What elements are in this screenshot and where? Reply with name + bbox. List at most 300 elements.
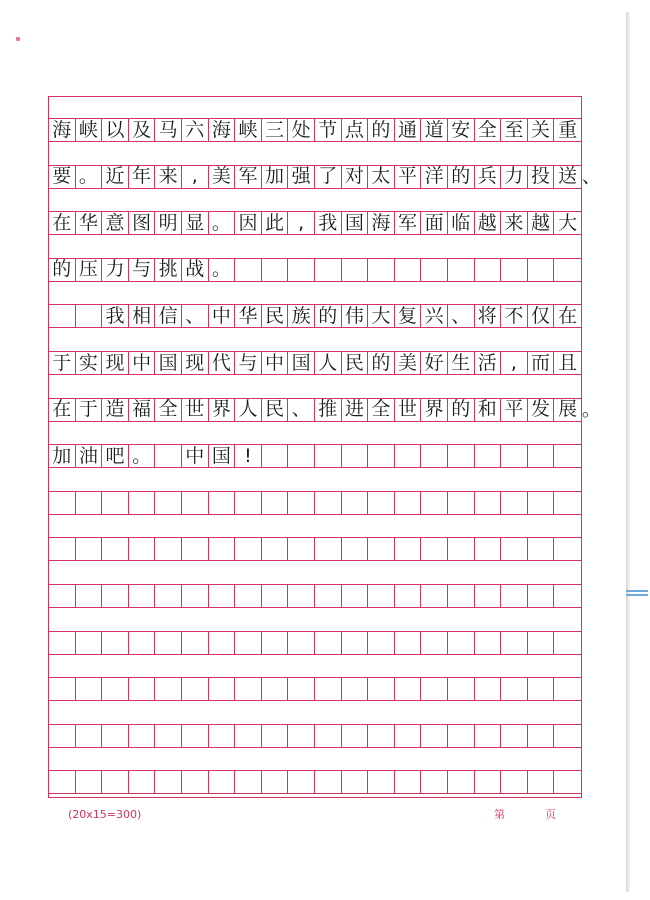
grid-cell xyxy=(262,259,289,281)
grid-cell xyxy=(528,632,555,654)
grid-row xyxy=(49,444,581,468)
grid-cell xyxy=(102,538,129,560)
grid-cell xyxy=(395,492,422,514)
grid-cell xyxy=(49,632,76,654)
grid-cell: 福 xyxy=(129,399,156,421)
grid-cell xyxy=(554,585,581,607)
grid-cell xyxy=(49,585,76,607)
grid-cell xyxy=(368,538,395,560)
grid-cell: 洋 xyxy=(421,166,448,188)
grid-cell xyxy=(528,771,555,793)
grid-cell xyxy=(554,771,581,793)
grid-cell: 全 xyxy=(155,399,182,421)
overflow-punctuation: 。 xyxy=(581,398,601,421)
grid-cell xyxy=(262,445,289,467)
grid-cell xyxy=(182,585,209,607)
grid-cell xyxy=(342,725,369,747)
manuscript-grid xyxy=(48,96,601,798)
grid-cell xyxy=(342,538,369,560)
grid-cell: 力 xyxy=(501,166,528,188)
grid-cell: 关 xyxy=(528,119,555,141)
grid-cell: 发 xyxy=(528,399,555,421)
grid-cell xyxy=(288,538,315,560)
grid-cell xyxy=(315,632,342,654)
grid-cell xyxy=(448,259,475,281)
grid-cell xyxy=(421,445,448,467)
grid-cell xyxy=(235,492,262,514)
grid-cell xyxy=(315,492,342,514)
grid-cell xyxy=(129,725,156,747)
grid-cell xyxy=(554,445,581,467)
grid-cell xyxy=(421,259,448,281)
grid-row xyxy=(49,677,581,701)
grid-cell xyxy=(235,632,262,654)
grid-cell xyxy=(448,585,475,607)
grid-cell xyxy=(528,445,555,467)
grid-cell xyxy=(501,445,528,467)
grid-cell: 代 xyxy=(209,352,236,374)
grid-cell: 近 xyxy=(102,166,129,188)
grid-cell xyxy=(342,492,369,514)
grid-row xyxy=(49,118,581,142)
grid-cell: 至 xyxy=(501,119,528,141)
grid-cell xyxy=(129,585,156,607)
grid-cell xyxy=(129,771,156,793)
page-prefix: 第 xyxy=(494,808,505,821)
grid-cell xyxy=(129,632,156,654)
grid-cell: 全 xyxy=(368,399,395,421)
grid-cell: 世 xyxy=(182,399,209,421)
page-suffix: 页 xyxy=(545,808,556,821)
grid-cell: 加 xyxy=(262,166,289,188)
grid-cell: 、 xyxy=(448,305,475,327)
grid-cell: 好 xyxy=(421,352,448,374)
grid-cell xyxy=(501,259,528,281)
grid-cell xyxy=(155,445,182,467)
grid-cell xyxy=(315,259,342,281)
grid-cell xyxy=(209,771,236,793)
grid-cell xyxy=(342,678,369,700)
grid-cell xyxy=(501,725,528,747)
grid-cell xyxy=(235,678,262,700)
grid-cell xyxy=(554,678,581,700)
grid-cell: 此 xyxy=(262,212,289,234)
grid-cell: 展 。 xyxy=(558,398,601,421)
grid-cell xyxy=(129,538,156,560)
grid-cell xyxy=(342,259,369,281)
margin-tick xyxy=(626,590,648,592)
grid-cell xyxy=(501,585,528,607)
grid-cell: 、 xyxy=(288,399,315,421)
grid-cell: 于 xyxy=(76,399,103,421)
grid-cell: 海 xyxy=(368,212,395,234)
grid-cell xyxy=(448,445,475,467)
grid-cell: 现 xyxy=(102,352,129,374)
grid-cell: 海 xyxy=(49,119,76,141)
grid-cell xyxy=(155,725,182,747)
grid-cell: 伟 xyxy=(342,305,369,327)
grid-cell xyxy=(528,259,555,281)
grid-cell xyxy=(76,585,103,607)
grid-cell: 的 xyxy=(368,352,395,374)
grid-cell: 中 xyxy=(209,305,236,327)
grid-cell xyxy=(475,771,502,793)
grid-cell: 挑 xyxy=(155,259,182,281)
grid-cell: 实 xyxy=(76,352,103,374)
grid-cell xyxy=(501,771,528,793)
grid-cell xyxy=(129,492,156,514)
grid-cell xyxy=(262,725,289,747)
grid-cell: 族 xyxy=(288,305,315,327)
grid-row xyxy=(49,351,581,375)
grid-cell: 复 xyxy=(395,305,422,327)
grid-cell: 及 xyxy=(129,119,156,141)
grid-cell xyxy=(76,771,103,793)
grid-cell: 因 xyxy=(235,212,262,234)
grid-cell: 重 xyxy=(558,118,578,141)
grid-cell: 军 xyxy=(395,212,422,234)
grid-cell: 中 xyxy=(262,352,289,374)
grid-cell: 战 xyxy=(182,259,209,281)
grid-cell xyxy=(475,492,502,514)
grid-cell: 界 xyxy=(421,399,448,421)
grid-cell: 峡 xyxy=(76,119,103,141)
grid-cell: 的 xyxy=(448,166,475,188)
grid-row xyxy=(49,584,581,608)
grid-cell xyxy=(182,678,209,700)
grid-cell xyxy=(315,445,342,467)
grid-cell xyxy=(501,678,528,700)
grid-cell: 现 xyxy=(182,352,209,374)
grid-cell: 国 xyxy=(342,212,369,234)
grid-row xyxy=(49,770,581,794)
grid-cell xyxy=(475,585,502,607)
grid-cell: 吧 xyxy=(102,445,129,467)
grid-cell xyxy=(209,725,236,747)
grid-cell xyxy=(554,538,581,560)
grid-cell: 国 xyxy=(209,445,236,467)
grid-cell: 生 xyxy=(448,352,475,374)
margin-mark xyxy=(16,37,20,41)
grid-cell: 界 xyxy=(209,399,236,421)
grid-cell xyxy=(102,492,129,514)
grid-cell xyxy=(421,632,448,654)
grid-cell xyxy=(76,492,103,514)
margin-tick xyxy=(626,594,648,596)
grid-cell: 力 xyxy=(102,259,129,281)
grid-cell xyxy=(315,538,342,560)
grid-cell: 中 xyxy=(182,445,209,467)
grid-cell xyxy=(315,678,342,700)
grid-cell: 强 xyxy=(288,166,315,188)
grid-cell xyxy=(448,492,475,514)
grid-cell xyxy=(395,445,422,467)
grid-cell: 人 xyxy=(235,399,262,421)
grid-cell xyxy=(288,678,315,700)
grid-cell: 面 xyxy=(421,212,448,234)
grid-cell xyxy=(288,725,315,747)
grid-cell xyxy=(395,771,422,793)
grid-cell: 越 xyxy=(475,212,502,234)
grid-cell: 国 xyxy=(288,352,315,374)
grid-cell: 临 xyxy=(448,212,475,234)
grid-cell xyxy=(475,678,502,700)
grid-cell xyxy=(368,585,395,607)
grid-cell: 大 xyxy=(368,305,395,327)
grid-cell: , xyxy=(501,352,528,374)
grid-cell xyxy=(288,492,315,514)
grid-cell: 的 xyxy=(49,259,76,281)
grid-cell: ! xyxy=(235,445,262,467)
grid-cell: 马 xyxy=(155,119,182,141)
grid-cell xyxy=(315,771,342,793)
grid-cell xyxy=(554,725,581,747)
grid-cell xyxy=(315,585,342,607)
grid-cell xyxy=(421,678,448,700)
grid-cell xyxy=(49,538,76,560)
grid-cell: 我 xyxy=(102,305,129,327)
grid-cell: 点 xyxy=(342,119,369,141)
grid-cell: 显 xyxy=(182,212,209,234)
grid-row xyxy=(49,724,581,748)
grid-cell: 民 xyxy=(342,352,369,374)
grid-cell xyxy=(49,678,76,700)
grid-cell: 的 xyxy=(315,305,342,327)
grid-cell xyxy=(182,725,209,747)
grid-cell: 三 xyxy=(262,119,289,141)
grid-cell xyxy=(368,259,395,281)
grid-cell xyxy=(421,725,448,747)
grid-cell: 处 xyxy=(288,119,315,141)
grid-cell: 在 xyxy=(49,399,76,421)
grid-cell xyxy=(262,585,289,607)
grid-cell: 和 xyxy=(475,399,502,421)
grid-row xyxy=(49,537,581,561)
grid-cell xyxy=(421,771,448,793)
grid-cell: 平 xyxy=(395,166,422,188)
grid-cell xyxy=(288,632,315,654)
grid-cell: 意 xyxy=(102,212,129,234)
grid-cell: 兴 xyxy=(421,305,448,327)
grid-cell xyxy=(76,538,103,560)
grid-cell xyxy=(102,725,129,747)
grid-cell: 于 xyxy=(49,352,76,374)
grid-cell: 。 xyxy=(209,259,236,281)
grid-cell: 的 xyxy=(368,119,395,141)
grid-cell: 全 xyxy=(475,119,502,141)
grid-cell xyxy=(209,678,236,700)
grid-cell xyxy=(501,492,528,514)
page-edge xyxy=(626,12,630,892)
grid-cell xyxy=(342,445,369,467)
grid-cell xyxy=(182,492,209,514)
grid-cell xyxy=(475,632,502,654)
grid-cell: 人 xyxy=(315,352,342,374)
grid-cell: 以 xyxy=(102,119,129,141)
grid-cell xyxy=(421,538,448,560)
grid-cell xyxy=(501,538,528,560)
grid-cell: 节 xyxy=(315,119,342,141)
grid-cell: 加 xyxy=(49,445,76,467)
grid-cell xyxy=(395,725,422,747)
grid-cell: 来 xyxy=(155,166,182,188)
grid-cell: 油 xyxy=(76,445,103,467)
grid-cell xyxy=(102,632,129,654)
grid-cell xyxy=(262,632,289,654)
grid-cell: 进 xyxy=(342,399,369,421)
grid-cell xyxy=(129,678,156,700)
grid-cell: , xyxy=(288,212,315,234)
grid-cell xyxy=(368,492,395,514)
grid-row xyxy=(49,304,581,328)
grid-cell: 仅 xyxy=(528,305,555,327)
grid-cell: 六 xyxy=(182,119,209,141)
grid-cell: 造 xyxy=(102,399,129,421)
grid-cell: 华 xyxy=(235,305,262,327)
grid-cell: 峡 xyxy=(235,119,262,141)
grid-cell xyxy=(475,445,502,467)
grid-cell: 海 xyxy=(209,119,236,141)
grid-cell: 。 xyxy=(129,445,156,467)
grid-cell xyxy=(76,678,103,700)
grid-cell: 、 xyxy=(182,305,209,327)
grid-row xyxy=(49,211,581,235)
grid-cell xyxy=(395,678,422,700)
grid-cell xyxy=(528,585,555,607)
grid-cell: 民 xyxy=(262,399,289,421)
grid-cell xyxy=(475,259,502,281)
grid-cell xyxy=(262,678,289,700)
grid-cell xyxy=(475,725,502,747)
grid-cell: 平 xyxy=(501,399,528,421)
overflow-punctuation: 、 xyxy=(581,165,601,188)
grid-cell: 世 xyxy=(395,399,422,421)
grid-cell xyxy=(182,771,209,793)
grid-cell xyxy=(235,771,262,793)
grid-cell: 对 xyxy=(342,166,369,188)
grid-cell xyxy=(155,632,182,654)
grid-cell xyxy=(288,445,315,467)
grid-cell: 相 xyxy=(129,305,156,327)
grid-cell: 而 xyxy=(528,352,555,374)
grid-cell xyxy=(475,538,502,560)
grid-cell xyxy=(182,538,209,560)
grid-cell xyxy=(342,632,369,654)
grid-cell xyxy=(448,632,475,654)
grid-cell: 在 xyxy=(558,304,578,327)
grid-cell xyxy=(528,725,555,747)
grid-cell: 华 xyxy=(76,212,103,234)
grid-cell: 通 xyxy=(395,119,422,141)
grid-cell: 国 xyxy=(155,352,182,374)
grid-cell xyxy=(315,725,342,747)
grid-cell: 与 xyxy=(235,352,262,374)
grid-cell: 与 xyxy=(129,259,156,281)
grid-cell xyxy=(155,678,182,700)
grid-cell: 民 xyxy=(262,305,289,327)
grid-cell xyxy=(182,632,209,654)
grid-cell: 军 xyxy=(235,166,262,188)
grid-cell: 兵 xyxy=(475,166,502,188)
grid-cell xyxy=(288,771,315,793)
grid-cell xyxy=(448,678,475,700)
grid-cell: 在 xyxy=(49,212,76,234)
grid-row xyxy=(49,165,601,189)
grid-cell xyxy=(262,771,289,793)
grid-cell xyxy=(368,678,395,700)
grid-cell: 投 xyxy=(528,166,555,188)
grid-cell: 要 xyxy=(49,166,76,188)
grid-cell: , xyxy=(182,166,209,188)
grid-cell xyxy=(554,259,581,281)
grid-cell xyxy=(368,725,395,747)
grid-row xyxy=(49,398,601,422)
grid-cell xyxy=(102,585,129,607)
grid-cell: 大 xyxy=(558,211,578,234)
grid-cell: 。 xyxy=(209,212,236,234)
grid-cell: 信 xyxy=(155,305,182,327)
grid-cell xyxy=(155,492,182,514)
grid-cell xyxy=(235,538,262,560)
grid-cell: 且 xyxy=(558,351,578,374)
grid-cell xyxy=(155,771,182,793)
grid-cell: 太 xyxy=(368,166,395,188)
grid-cell xyxy=(102,771,129,793)
grid-cell xyxy=(76,305,103,327)
grid-cell xyxy=(235,725,262,747)
grid-cell xyxy=(49,725,76,747)
page-number-label xyxy=(494,806,556,822)
grid-cell xyxy=(448,771,475,793)
grid-cell: 图 xyxy=(129,212,156,234)
grid-cell: 的 xyxy=(448,399,475,421)
grid-cell: 我 xyxy=(315,212,342,234)
grid-cell: 送 、 xyxy=(558,165,601,188)
grid-cell xyxy=(209,538,236,560)
grid-cell: 道 xyxy=(421,119,448,141)
grid-cell xyxy=(49,305,76,327)
grid-row xyxy=(49,631,581,655)
grid-cell xyxy=(155,538,182,560)
grid-cell: 将 xyxy=(475,305,502,327)
grid-cell xyxy=(235,259,262,281)
grid-cell xyxy=(288,585,315,607)
grid-cell xyxy=(49,492,76,514)
grid-cell: 美 xyxy=(209,166,236,188)
grid-cell xyxy=(368,771,395,793)
grid-cell xyxy=(528,492,555,514)
grid-cell xyxy=(528,678,555,700)
grid-cell: 来 xyxy=(501,212,528,234)
grid-cell xyxy=(49,771,76,793)
grid-cell: 不 xyxy=(501,305,528,327)
grid-cell xyxy=(421,585,448,607)
grid-cell xyxy=(554,632,581,654)
grid-cell: 安 xyxy=(448,119,475,141)
grid-cell xyxy=(209,585,236,607)
grid-cell xyxy=(501,632,528,654)
grid-cell: 越 xyxy=(528,212,555,234)
grid-cell xyxy=(448,538,475,560)
grid-cell xyxy=(395,585,422,607)
grid-cell xyxy=(235,585,262,607)
grid-cell: 了 xyxy=(315,166,342,188)
grid-cell xyxy=(262,538,289,560)
grid-row xyxy=(49,258,581,282)
grid-cell xyxy=(342,771,369,793)
grid-cell xyxy=(448,725,475,747)
grid-cell xyxy=(528,538,555,560)
